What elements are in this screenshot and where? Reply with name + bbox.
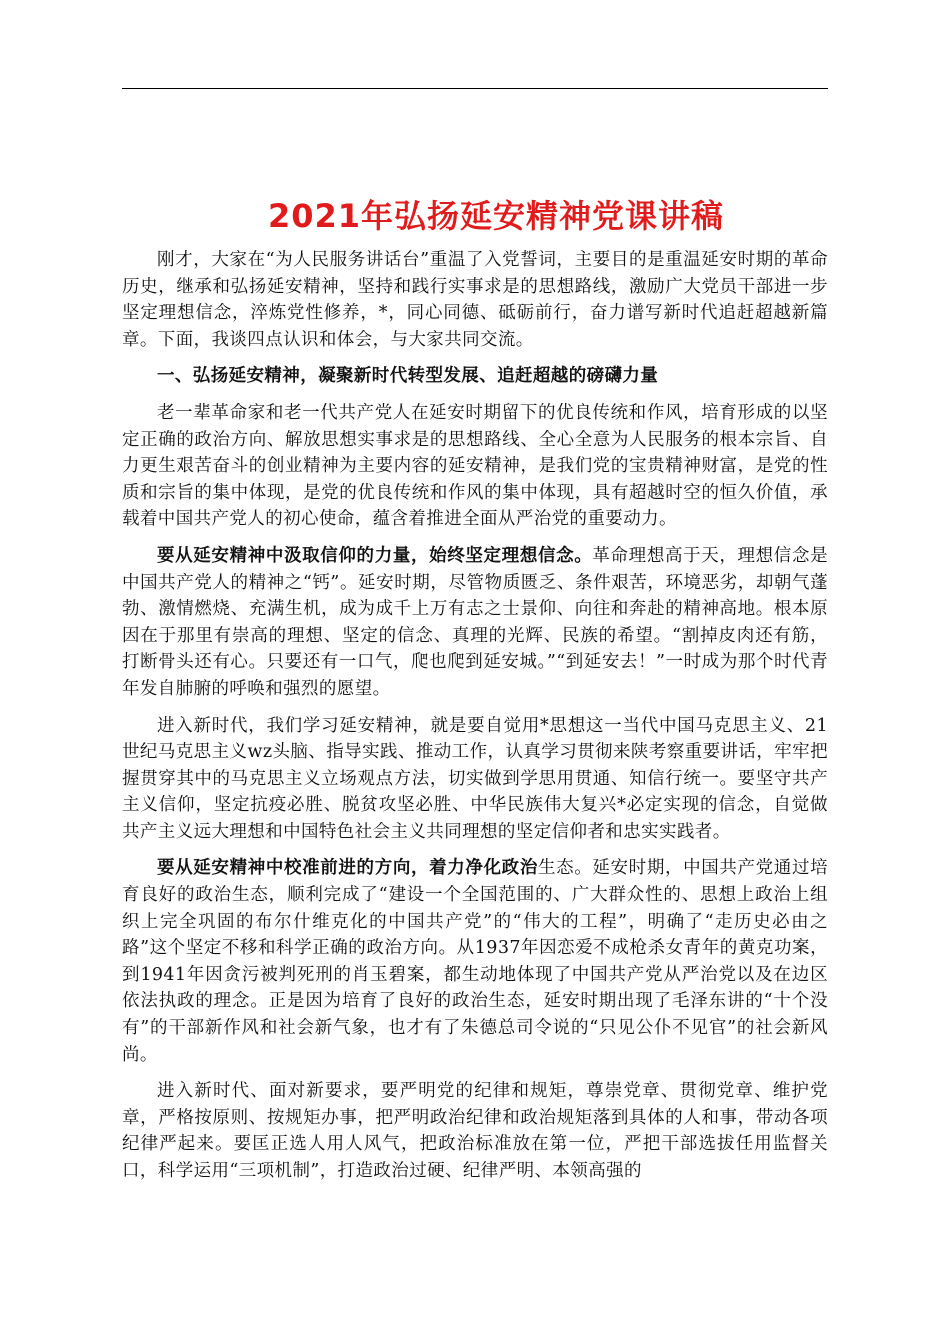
paragraph-lead: 要从延安精神中校准前进的方向，着力净化政治 [157,858,538,879]
paragraph-lead: 要从延安精神中汲取信仰的力量，始终坚定理想信念。 [157,545,593,566]
paragraph-intro: 刚才，大家在“为人民服务讲话台”重温了入党誓词，主要目的是重温延安时期的革命历史，继承和弘扬延安精神，坚持和践行实事求是的思想路线，激励广大党员干部进一步坚定理想信念，淬炼党性修养，*，同心同德、砥砺前行，奋力谱写新时代追赶超越新篇章。下面，我谈四点认识和体会，与大家共同交流。 [122,250,828,350]
paragraph-new-era-thought: 进入新时代，我们学习延安精神，就是要自觉用*思想这一当代中国马克思主义、21世纪马克思主义wz头脑、指导实践、推动工作，认真学习贯彻来陕考察重要讲话，牢牢把握贯穿其中的马克思主义立场观点方法，切实做到学思用贯通、知信行统一。要坚守共产主义信仰，坚定抗疫必胜、脱贫攻坚必胜、中华民族伟大复兴*必定实现的信念，自觉做共产主义远大理想和中国特色社会主义共同理想的坚定信仰者和忠实实践者。 [122,715,828,842]
paragraph-text: 革命理想高于天，理想信念是中国共产党人的精神之“钙”。延安时期，尽管物质匮乏、条件艰苦，环境恶劣，却朝气蓬勃、激情燃烧、充满生机，成为成千上万有志之士景仰、向往和奔赴的精神高地。根本原因在于那里有崇高的理想、坚定的信念、真理的光辉、民族的希望。“割掉皮肉还有筋，打断骨头还有心。只要还有一口气，爬也爬到延安城。”“到延安去！”一时成为那个时代青年发自肺腑的呼唤和强烈的愿望。 [122,545,828,699]
paragraph-political-direction [122,855,828,1068]
section-heading-1: 一、弘扬延安精神，凝聚新时代转型发展、追赶超越的磅礴力量 [157,366,659,387]
paragraph-yanan-spirit: 老一辈革命家和老一代共产党人在延安时期留下的优良传统和作风，培育形成的以坚定正确的政治方向、解放思想实事求是的思想路线、全心全意为人民服务的根本宗旨、自力更生艰苦奋斗的创业精神为主要内容的延安精神，是我们党的宝贵精神财富，是党的性质和宗旨的集中体现，是党的优良传统和作风的集中体现，具有超越时空的恒久价值，承载着中国共产党人的初心使命，蕴含着推进全面从严治党的重要动力。 [122,402,828,530]
paragraph-faith [122,543,828,703]
paragraph-text: 生态。延安时期，中国共产党通过培育良好的政治生态，顺利完成了“建设一个全国范围的、广大群众性的、思想上政治上组织上完全巩固的布尔什维克化的中国共产党”的“伟大的工程”，明确了“走历史必由之路”这个坚定不移和科学正确的政治方向。从1937年因恋爱不成枪杀女青年的黄克功案，到1941年因贪污被判死刑的肖玉碧案，都生动地体现了中国共产党从严治党以及在边区依法执政的理念。正是因为培育了良好的政治生态，延安时期出现了毛泽东讲的“十个没有”的干部新作风和社会新气象，也才有了朱德总司令说的“只见公仆不见官”的社会新风尚。 [122,858,828,1065]
paragraph-discipline: 进入新时代、面对新要求，要严明党的纪律和规矩，尊崇党章、贯彻党章、维护党章，严格按原则、按规矩办事，把严明政治纪律和政治规矩落到具体的人和事，带动各项纪律严起来。要匡正选人用人风气，把政治标准放在第一位，严把干部选拔任用监督关口，科学运用“三项机制”，打造政治过硬、纪律严明、本领高强的 [122,1081,828,1181]
document-body [122,247,828,1195]
document-title: 2021年弘扬延安精神党课讲稿 [267,197,725,235]
header-rule [122,88,828,89]
